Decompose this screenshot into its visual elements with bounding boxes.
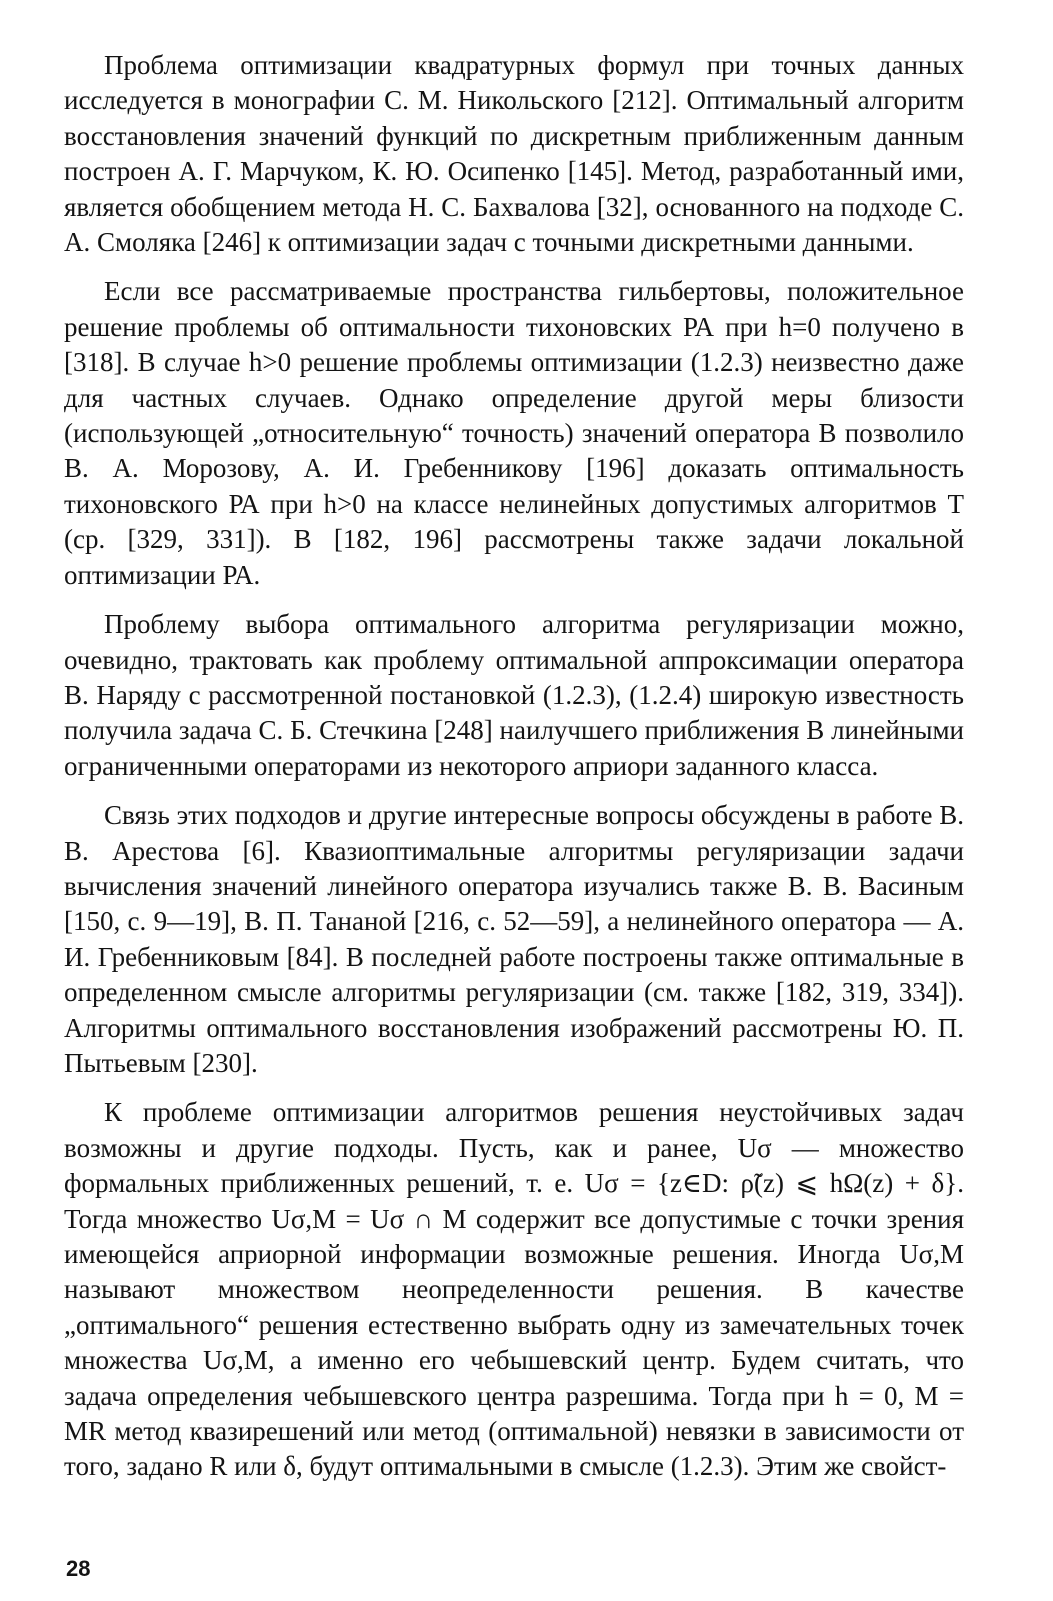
paragraph-5: К проблеме оптимизации алгоритмов решения неустойчивых задач возможны и другие подходы. Пусть, как и ранее, Uσ — множество формальных приближенных решений, т. е. Uσ = {z∈D: ρ̃(z) ⩽ hΩ(z) + δ}. Тогда множество Uσ,M = Uσ ∩ M содержит все допустимые с точки зрения имеющейся априорной информации возможные решения. Иногда Uσ,M называют множеством неопределенности решения. В качестве „оптимального“ решения естественно выбрать одну из замечательных точек множества Uσ,M, а именно его чебышевский центр. Будем считать, что задача определения чебышевского центра разрешима. Тогда при h = 0, M = MR метод квазирешений или метод (оптимальной) невязки в зависимости от того, задано R или δ, будут оптимальными в смысле (1.2.3). Этим же свойст- bbox=[64, 1097, 964, 1482]
paragraph-4: Связь этих подходов и другие интересные вопросы обсуждены в работе В. В. Арестова [6]. Квазиоптимальные алгоритмы регуляризации задачи вычисления значений линейного оператора изучались также В. В. Васиным [150, с. 9—19], В. П. Тананой [216, с. 52—59], а нелинейного оператора — А. И. Гребенниковым [84]. В последней работе построены также оптимальные в определенном смысле алгоритмы регуляризации (см. также [182, 319, 334]). Алгоритмы оптимального восстановления изображений рассмотрены Ю. П. Пытьевым [230]. bbox=[64, 800, 964, 1078]
paragraph-1: Проблема оптимизации квадратурных формул при точных данных исследуется в монографии С. М. Никольского [212]. Оптимальный алгоритм восстановления значений функций по дискретным приближенным данным построен А. Г. Марчуком, К. Ю. Осипенко [145]. Метод, разработанный ими, является обобщением метода Н. С. Бахвалова [32], основанного на подходе С. А. Смоляка [246] к оптимизации задач с точными дискретными данными. bbox=[64, 50, 964, 258]
page-number: 28 bbox=[66, 1556, 91, 1581]
paragraph-2: Если все рассматриваемые пространства гильбертовы, положительное решение проблемы об оптимальности тихоновских РА при h=0 получено в [318]. В случае h>0 решение проблемы оптимизации (1.2.3) неизвестно даже для частных случаев. Однако определение другой меры близости (использующей „относительную“ точность) значений оператора B позволило В. А. Морозову, А. И. Гребенникову [196] доказать оптимальность тихоновского РА при h>0 на классе нелинейных допустимых алгоритмов T (ср. [329, 331]). В [182, 196] рассмотрены также задачи локальной оптимизации РА. bbox=[64, 276, 964, 590]
page-body bbox=[64, 48, 964, 1528]
paragraph-3: Проблему выбора оптимального алгоритма регуляризации можно, очевидно, трактовать как проблему оптимальной аппроксимации оператора B. Наряду с рассмотренной постановкой (1.2.3), (1.2.4) широкую известность получила задача С. Б. Стечкина [248] наилучшего приближения B линейными ограниченными операторами из некоторого априори заданного класса. bbox=[64, 609, 964, 781]
